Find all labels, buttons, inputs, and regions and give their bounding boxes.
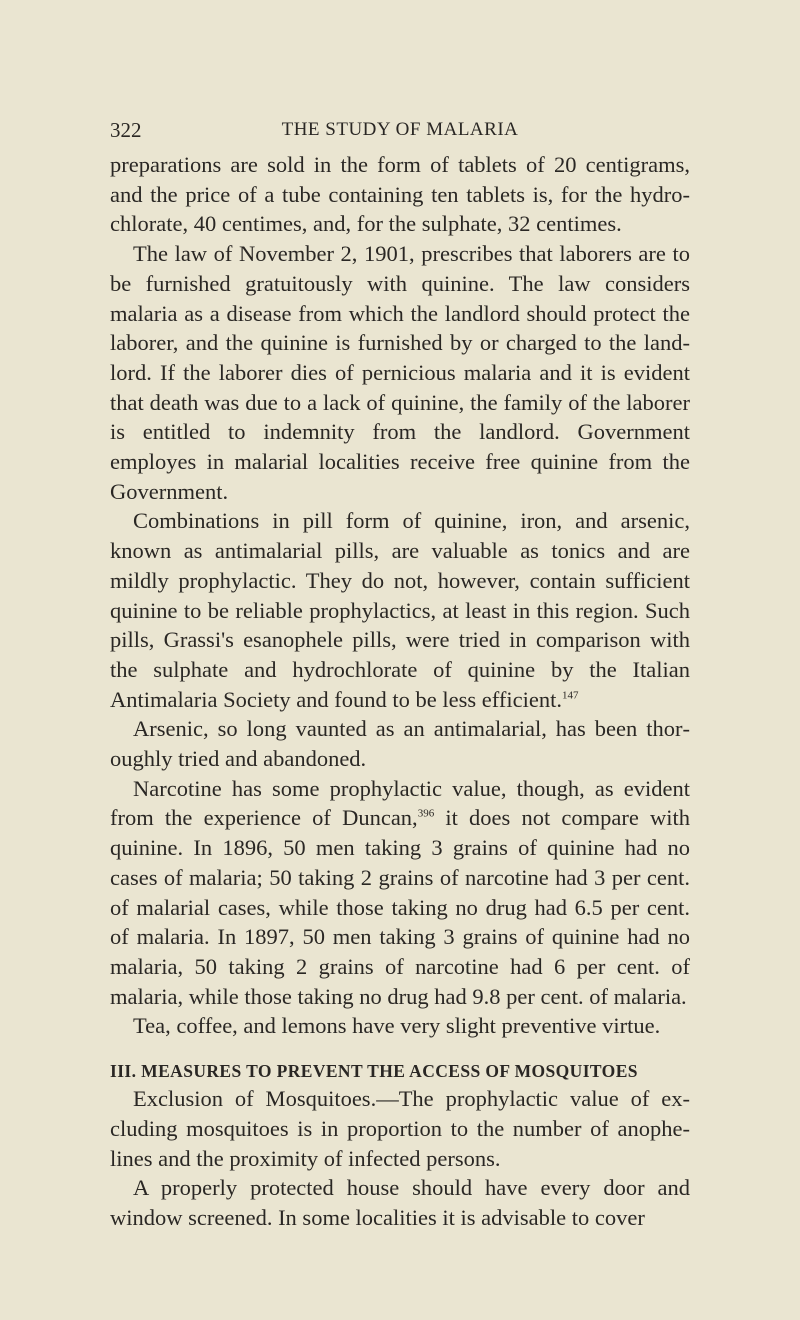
paragraph-text: Tea, coffee, and lemons have very slight preventive virtue. bbox=[133, 1013, 661, 1039]
paragraph-text-continued: it does not compare with quinine. In 1896, 50 men taking 3 grains of quinine had no cases of malaria; 50 taking 2 grains of narcotine had 3 per cent. of malarial cases, while those taking no drug had 6.5 per cent. of malaria. In 1897, 50 men taking 3 grains of quinine had no malaria, 50 taking 2 grains of narcotine had 6 per cent. of malaria, while those taking no drug had 9.8 per cent. of malaria. bbox=[110, 805, 690, 1009]
body-text bbox=[110, 150, 690, 1233]
paragraph-text: Arsenic, so long vaunted as an antimalarial, has been thoroughly tried and abandoned. bbox=[110, 716, 690, 772]
paragraph-6 bbox=[110, 1011, 690, 1041]
paragraph-5 bbox=[110, 774, 690, 1012]
section-paragraph-1 bbox=[110, 1084, 690, 1173]
section-heading: III. MEASURES TO PREVENT THE ACCESS OF MOSQUITOES bbox=[110, 1061, 638, 1082]
footnote-reference: 147 bbox=[561, 689, 579, 702]
page-number: 322 bbox=[110, 118, 142, 142]
paragraph-3 bbox=[110, 506, 690, 714]
paragraph-4 bbox=[110, 714, 690, 773]
paragraph-text: Exclusion of Mosquitoes.—The prophylactic value of excluding mosquitoes is in proportion to the number of anophelines and the proximity of infected persons. bbox=[110, 1086, 690, 1171]
paragraph-text: Narcotine has some prophylactic value, though, as evident from the experience of Duncan, bbox=[110, 775, 690, 831]
section-paragraph-2 bbox=[110, 1173, 690, 1232]
book-page bbox=[110, 112, 690, 1233]
paragraph-text: preparations are sold in the form of tablets of 20 centigrams, and the price of a tube containing ten tablets is, for the hydrochlorate, 40 centimes, and, for the sulphate, 32 centimes. bbox=[110, 152, 690, 237]
paragraph-text: A properly protected house should have every door and window screened. In some localities it is advisable to cover bbox=[110, 1175, 690, 1230]
running-title: THE STUDY OF MALARIA bbox=[281, 119, 519, 140]
paragraph-1 bbox=[110, 150, 690, 239]
paragraph-2 bbox=[110, 239, 690, 506]
footnote-reference: 396 bbox=[417, 807, 435, 820]
paragraph-text: The law of November 2, 1901, prescribes that laborers are to be furnished gratuitously with quinine. The law considers malaria as a disease from which the landlord should protect the laborer, and the quinine is furnished by or charged to the landlord. If the laborer dies of pernicious malaria and it is evident that death was due to a lack of quinine, the family of the laborer is entitled to indemnity from the landlord. Government employes in malarial localities receive free quinine from the Government. bbox=[110, 241, 690, 504]
running-header bbox=[110, 112, 690, 148]
paragraph-text: Combinations in pill form of quinine, iron, and arsenic, known as antimalarial pills, are valuable as tonics and are mildly prophylactic. They do not, however, contain sufficient quinine to be reliable prophylactics, at least in this region. Such pills, Grassi's esanophele pills, were tried in comparison with the sulphate and hydrochlorate of quinine by the Italian Antimalaria Society and found to be less efficient. bbox=[110, 508, 690, 712]
